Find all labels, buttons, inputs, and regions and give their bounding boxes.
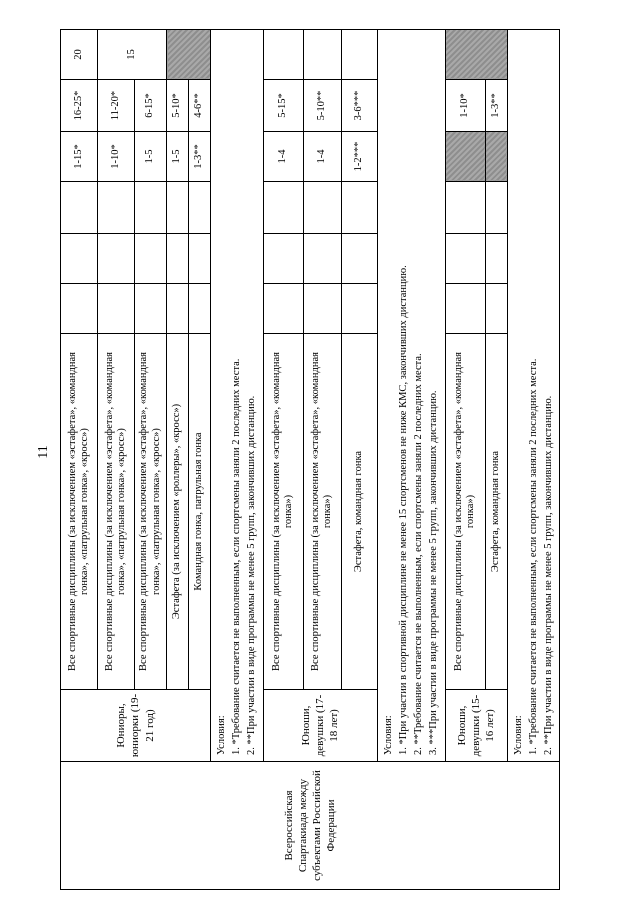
conditions-15-16 [507, 30, 560, 762]
shaded-cell [167, 30, 211, 80]
value-cell: 3-6*** [341, 80, 377, 132]
conditions-heading: Условия: [216, 715, 227, 755]
value-cell [445, 284, 485, 334]
value-cell [445, 182, 485, 234]
value-cell [341, 30, 377, 80]
table-row [263, 30, 303, 890]
value-cell [61, 234, 98, 284]
value-cell [61, 284, 98, 334]
discipline-cell: Все спортивные дисциплины (за исключением «эстафета», «командная гонка») [303, 334, 341, 690]
value-cell: 1-3** [485, 80, 507, 132]
value-cell [341, 234, 377, 284]
age-group-17-18: Юноши, девушки (17-18 лет) [263, 690, 377, 762]
condition-line: 1. *Требование считается не выполненным, если спортсмены заняли 2 последних места. [527, 358, 539, 755]
value-cell [263, 182, 303, 234]
condition-line: 2. **При участии в виде программы не менее 5 групп, закончивших дистанцию. [542, 395, 554, 755]
competition-category: Всероссийская Спартакиада между субъектами Российской Федерации [61, 762, 560, 890]
value-cell: 5-15* [263, 80, 303, 132]
conditions-row [507, 30, 560, 890]
value-cell [485, 234, 507, 284]
condition-line: 2. **При участии в виде программы не менее 5 групп, закончивших дистанцию. [246, 395, 258, 755]
conditions-row [211, 30, 264, 890]
discipline-cell: Все спортивные дисциплины (за исключением «эстафета», «командная гонка», «патрульная гонка», «кросс») [135, 334, 167, 690]
value-cell: 11-20* [98, 80, 135, 132]
value-cell [167, 182, 189, 234]
norms-table [60, 29, 560, 890]
shaded-cell [445, 132, 485, 182]
value-cell [303, 30, 341, 80]
age-group-juniors: Юниоры, юниорки (19-21 год) [61, 690, 211, 762]
conditions-juniors [211, 30, 264, 762]
value-cell [341, 182, 377, 234]
conditions-row [377, 30, 445, 890]
discipline-cell: Командная гонка, патрульная гонка [189, 334, 211, 690]
value-cell [98, 182, 135, 234]
value-cell: 1-5 [167, 132, 189, 182]
value-cell: 1-3** [189, 132, 211, 182]
table-row [61, 30, 98, 890]
discipline-cell: Эстафета (за исключением «роллеры», «кросс») [167, 334, 189, 690]
table-row [445, 30, 485, 890]
value-cell: 5-10* [167, 80, 189, 132]
value-cell [303, 284, 341, 334]
page-number: 11 [36, 445, 51, 459]
value-cell [485, 284, 507, 334]
condition-line: 1. *При участии в спортивной дисциплине не менее 15 спортсменов не ниже КМС, закончивших дистанцию. [397, 265, 409, 755]
shaded-cell [485, 132, 507, 182]
rotated-table-container [60, 30, 580, 890]
value-cell [303, 234, 341, 284]
conditions-17-18 [377, 30, 445, 762]
value-cell [135, 284, 167, 334]
value-cell [341, 284, 377, 334]
value-cell [189, 234, 211, 284]
value-cell [263, 284, 303, 334]
value-cell: 1-15* [61, 132, 98, 182]
value-cell [167, 284, 189, 334]
value-cell [167, 234, 189, 284]
condition-line: 1. *Требование считается не выполненным, если спортсмены заняли 2 последних места. [231, 358, 243, 755]
value-cell [61, 182, 98, 234]
condition-line: 2. **Требование считается не выполненным, если спортсмены заняли 2 последних места. [413, 353, 425, 755]
value-cell: 6-15* [135, 80, 167, 132]
value-cell [189, 182, 211, 234]
condition-line: 3. ***При участии в виде программы не менее 5 групп, закончивших дистанцию. [428, 390, 440, 755]
value-cell: 1-4 [263, 132, 303, 182]
discipline-cell: Эстафета, командная гонка [485, 334, 507, 690]
value-cell: 16-25* [61, 80, 98, 132]
value-cell: 1-2*** [341, 132, 377, 182]
conditions-heading: Условия: [382, 715, 394, 755]
age-group-15-16: Юноши, девушки (15-16 лет) [445, 690, 507, 762]
value-cell: 1-10* [445, 80, 485, 132]
value-cell: 1-10* [98, 132, 135, 182]
value-cell [263, 234, 303, 284]
discipline-cell: Все спортивные дисциплины (за исключением «эстафета», «командная гонка») [445, 334, 485, 690]
conditions-heading: Условия: [512, 715, 524, 755]
value-cell [263, 30, 303, 80]
discipline-cell: Все спортивные дисциплины (за исключением «эстафета», «командная гонка», «патрульная гонка», «кросс») [61, 334, 98, 690]
value-cell: 20 [61, 30, 98, 80]
value-cell: 1-5 [135, 132, 167, 182]
value-cell [135, 182, 167, 234]
value-cell [445, 234, 485, 284]
value-cell: 5-10** [303, 80, 341, 132]
discipline-cell: Все спортивные дисциплины (за исключением «эстафета», «командная гонка») [263, 334, 303, 690]
discipline-cell: Все спортивные дисциплины (за исключением «эстафета», «командная гонка», «патрульная гонка», «кросс») [98, 334, 135, 690]
value-cell [98, 284, 135, 334]
value-cell: 1-4 [303, 132, 341, 182]
value-cell: 15 [98, 30, 167, 80]
shaded-cell [445, 30, 507, 80]
value-cell [189, 284, 211, 334]
value-cell [485, 182, 507, 234]
discipline-cell: Эстафета, командная гонка [341, 334, 377, 690]
value-cell: 4-6** [189, 80, 211, 132]
value-cell [98, 234, 135, 284]
value-cell [135, 234, 167, 284]
value-cell [303, 182, 341, 234]
